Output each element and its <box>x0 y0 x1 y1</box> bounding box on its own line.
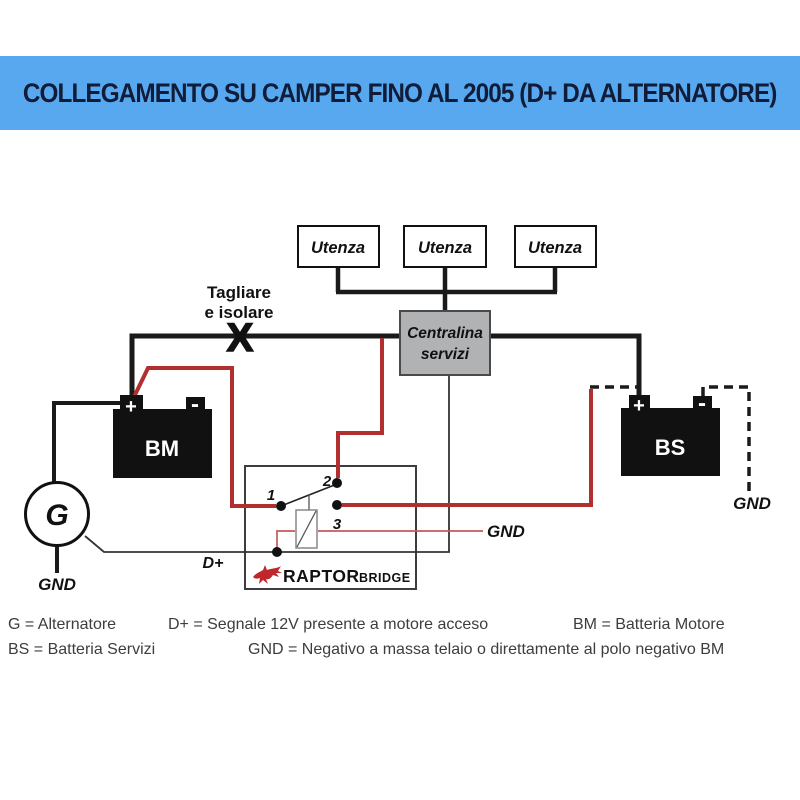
bs-minus-sign: - <box>698 390 706 417</box>
legend-bm: BM = Batteria Motore <box>573 616 725 633</box>
relay-pin1-label: 1 <box>266 487 276 504</box>
relay-pin3-label: 3 <box>332 516 342 533</box>
relay-gnd-label: GND <box>487 522 525 541</box>
dplus-label: D+ <box>202 555 224 572</box>
bm-minus-sign: - <box>191 391 199 418</box>
utenza-label-1: Utenza <box>310 239 366 257</box>
dplus-junction-dot <box>272 547 282 557</box>
bm-plus-sign: + <box>125 396 137 418</box>
wire-utenza-bus <box>336 267 557 313</box>
cut-x-mark: X <box>226 316 254 360</box>
centralina-box <box>400 311 490 375</box>
legend-gnd: GND = Negativo a massa telaio o direttamente al polo negativo BM <box>248 641 725 658</box>
wire-red-main-to-pin2 <box>338 338 382 478</box>
utenza-label-2: Utenza <box>417 239 473 257</box>
legend-dplus: D+ = Segnale 12V presente a motore acceso <box>168 616 489 633</box>
relay-pin2-dot <box>332 478 342 488</box>
cut-note-line2: e isolare <box>204 303 274 322</box>
relay-pin1-dot <box>276 501 286 511</box>
bm-label: BM <box>144 436 180 461</box>
legend-alternator: G = Alternatore <box>8 616 117 633</box>
cut-note-line1: Tagliare <box>207 283 271 302</box>
centralina-label-2: servizi <box>420 346 470 363</box>
bs-gnd-label: GND <box>733 494 771 513</box>
utenza-label-3: Utenza <box>527 239 583 257</box>
alternator-gnd-label: GND <box>38 575 76 594</box>
relay-pin2-label: 2 <box>322 473 332 490</box>
legend-bs: BS = Batteria Servizi <box>8 641 156 658</box>
relay-pin3-dot <box>332 500 342 510</box>
brand-raptor: RAPTOR <box>283 566 360 586</box>
bs-plus-sign: + <box>633 395 645 417</box>
alternator-label: G <box>45 499 69 532</box>
centralina-label-1: Centralina <box>407 325 483 342</box>
page-title: COLLEGAMENTO SU CAMPER FINO AL 2005 (D+ DA ALTERNATORE) <box>23 77 777 108</box>
brand-bridge: BRIDGE <box>359 571 411 585</box>
bs-label: BS <box>654 435 686 460</box>
